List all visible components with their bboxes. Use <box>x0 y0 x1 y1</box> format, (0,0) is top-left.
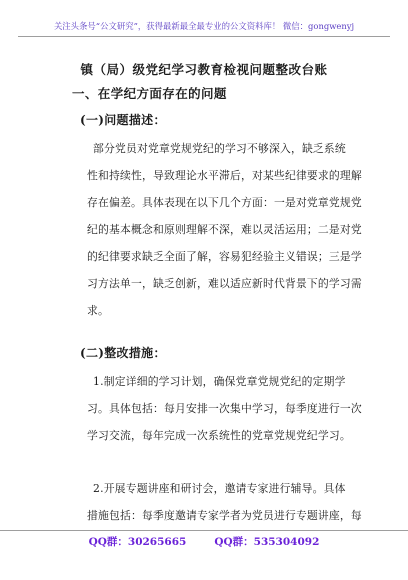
header-promo-text: 关注头条号“公文研究”，获得最新最全最专业的公文资料库！ 微信：gongwenyj <box>53 21 355 31</box>
subsection-heading-measures: (二)整改措施： <box>80 346 166 360</box>
paragraph-line: 措施包括：每季度邀请专家学者为党员进行专题讲座，每 <box>87 509 362 522</box>
paragraph-line: 性和持续性，导致理论水平滞后，对某些纪律要求的理解 <box>87 169 362 182</box>
paragraph-line: 部分党员对党章党规党纪的学习不够深入，缺乏系统 <box>93 142 346 155</box>
paragraph-line: 纪的基本概念和原则理解不深，难以灵活运用；二是对党 <box>87 223 362 236</box>
paragraph-line: 习。具体包括：每月安排一次集中学习，每季度进行一次 <box>87 402 362 415</box>
paragraph-line: 存在偏差。具体表现在以下几个方面：一是对党章党规党 <box>87 196 362 209</box>
document-title: 镇（局）级党纪学习教育检视问题整改台账 <box>80 62 328 77</box>
page-footer <box>0 530 408 561</box>
page-header <box>18 16 390 37</box>
paragraph-line: 学习交流，每年完成一次系统性的党章党规党纪学习。 <box>87 429 351 442</box>
subsection-heading-problem: (一)问题描述： <box>80 113 166 127</box>
paragraph-line: 求。 <box>87 304 109 317</box>
footer-qq-group-1: QQ群：30265665 <box>88 536 187 548</box>
paragraph-line: 习方法单一，缺乏创新，难以适应新时代背景下的学习需 <box>87 277 362 290</box>
paragraph-line: 1.制定详细的学习计划，确保党章党规党纪的定期学 <box>93 375 346 388</box>
problem-description-paragraph <box>87 135 362 324</box>
measure-1-paragraph <box>87 368 362 449</box>
measure-2-paragraph <box>87 475 362 529</box>
paragraph-line: 2.开展专题讲座和研讨会，邀请专家进行辅导。具体 <box>93 482 346 495</box>
paragraph-line: 的纪律要求缺乏全面了解，容易犯经验主义错误；三是学 <box>87 250 362 263</box>
section-heading-1: 一、在学纪方面存在的问题 <box>72 86 227 101</box>
footer-contact <box>0 534 408 549</box>
footer-qq-group-2: QQ群：535304092 <box>214 536 320 548</box>
